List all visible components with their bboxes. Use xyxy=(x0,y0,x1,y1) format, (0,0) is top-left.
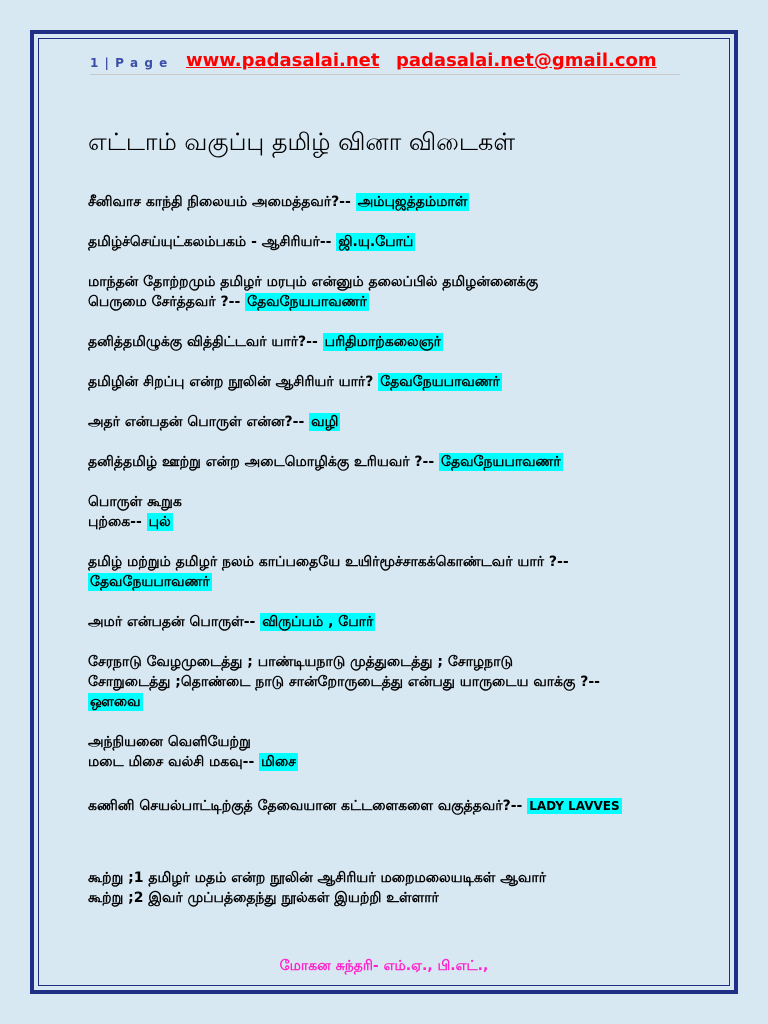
qa-item: தமிழ்ச்செய்யுட்கலம்பகம் - ஆசிரியர்-- ஜி.யு.போப் xyxy=(88,234,414,250)
qa-item: அந்நியனை வெளியேற்று மடை மிசை வல்சி மகவு-- மிசை xyxy=(88,734,296,770)
email-link[interactable]: padasalai.net@gmail.com xyxy=(396,50,657,71)
answer-highlight: அம்புஜத்தம்மாள் xyxy=(357,194,468,210)
qa-item: தனித்தமிழ் ஊற்று என்ற அடைமொழிக்கு உரியவர் ?-- தேவநேயபாவணர் xyxy=(88,454,561,470)
qa-item: தனித்தமிழுக்கு வித்திட்டவர் யார்?-- பரிதிமாற்கலைஞர் xyxy=(88,334,441,350)
qa-item: சீனிவாச காந்தி நிலையம் அமைத்தவர்?-- அம்புஜத்தம்மாள் xyxy=(88,194,468,210)
qa-item: அமர் என்பதன் பொருள்-- விருப்பம் , போர் xyxy=(88,614,374,630)
qa-item: மாந்தன் தோற்றமும் தமிழர் மரபும் என்னும் தலைப்பில் தமிழன்னைக்கு பெருமை சேர்த்தவர் ?-- தேவநேயபாவணர் xyxy=(88,274,539,310)
statement-2: கூற்று ;2 இவர் முப்பத்தைந்து நூல்கள் இயற்றி உள்ளார் xyxy=(88,890,439,906)
qa-item: தமிழ் மற்றும் தமிழர் நலம் காப்பதையே உயிர்மூச்சாகக்கொண்டவர் யார் ?-- தேவநேயபாவணர் xyxy=(88,554,569,590)
qa-item: கணினி செயல்பாட்டிற்குத் தேவையான கட்டளைகளை வகுத்தவர்?-- LADY LAVVES xyxy=(88,798,620,814)
answer-highlight: ஜி.யு.போப் xyxy=(338,234,414,250)
answer-highlight: தேவநேயபாவணர் xyxy=(90,574,210,590)
answer-highlight: வழி xyxy=(311,414,339,430)
statement-block xyxy=(88,868,688,908)
statement-1: கூற்று ;1 தமிழர் மதம் என்ற நூலின் ஆசிரியர் மறைமலையடிகள் ஆவார் xyxy=(88,870,547,886)
qa-item: அதர் என்பதன் பொருள் என்ன?-- வழி xyxy=(88,414,339,430)
answer-highlight: தேவநேயபாவணர் xyxy=(380,374,500,390)
answer-highlight: மிசை xyxy=(261,754,296,770)
page-header xyxy=(90,48,680,75)
page-number: 1 | P a g e xyxy=(90,56,169,70)
website-link[interactable]: www.padasalai.net xyxy=(186,50,380,71)
answer-highlight: தேவநேயபாவணர் xyxy=(247,294,367,310)
author-footer: மோகன சுந்தரி- எம்.ஏ., பி.எட்., xyxy=(279,958,489,974)
answer-highlight: விருப்பம் , போர் xyxy=(262,614,374,630)
answer-highlight: ஔவை xyxy=(90,694,141,710)
answer-highlight: பரிதிமாற்கலைஞர் xyxy=(324,334,441,350)
answer-highlight: தேவநேயபாவணர் xyxy=(441,454,561,470)
answer-highlight: புல் xyxy=(148,514,171,530)
qa-item: பொருள் கூறுக புற்கை-- புல் xyxy=(88,494,182,530)
document-title: எட்டாம் வகுப்பு தமிழ் வினா விடைகள் xyxy=(88,128,515,156)
qa-item: தமிழின் சிறப்பு என்ற நூலின் ஆசிரியர் யார்? தேவநேயபாவணர் xyxy=(88,374,500,390)
answer-highlight: LADY LAVVES xyxy=(529,799,620,813)
qa-item: சேரநாடு வேழமுடைத்து ; பாண்டியநாடு முத்துடைத்து ; சோழநாடு சோறுடைத்து ;தொண்டை நாடு சான்றோருடைத்து என்பது யாருடைய வாக்கு ?-- ஔவை xyxy=(88,654,600,710)
